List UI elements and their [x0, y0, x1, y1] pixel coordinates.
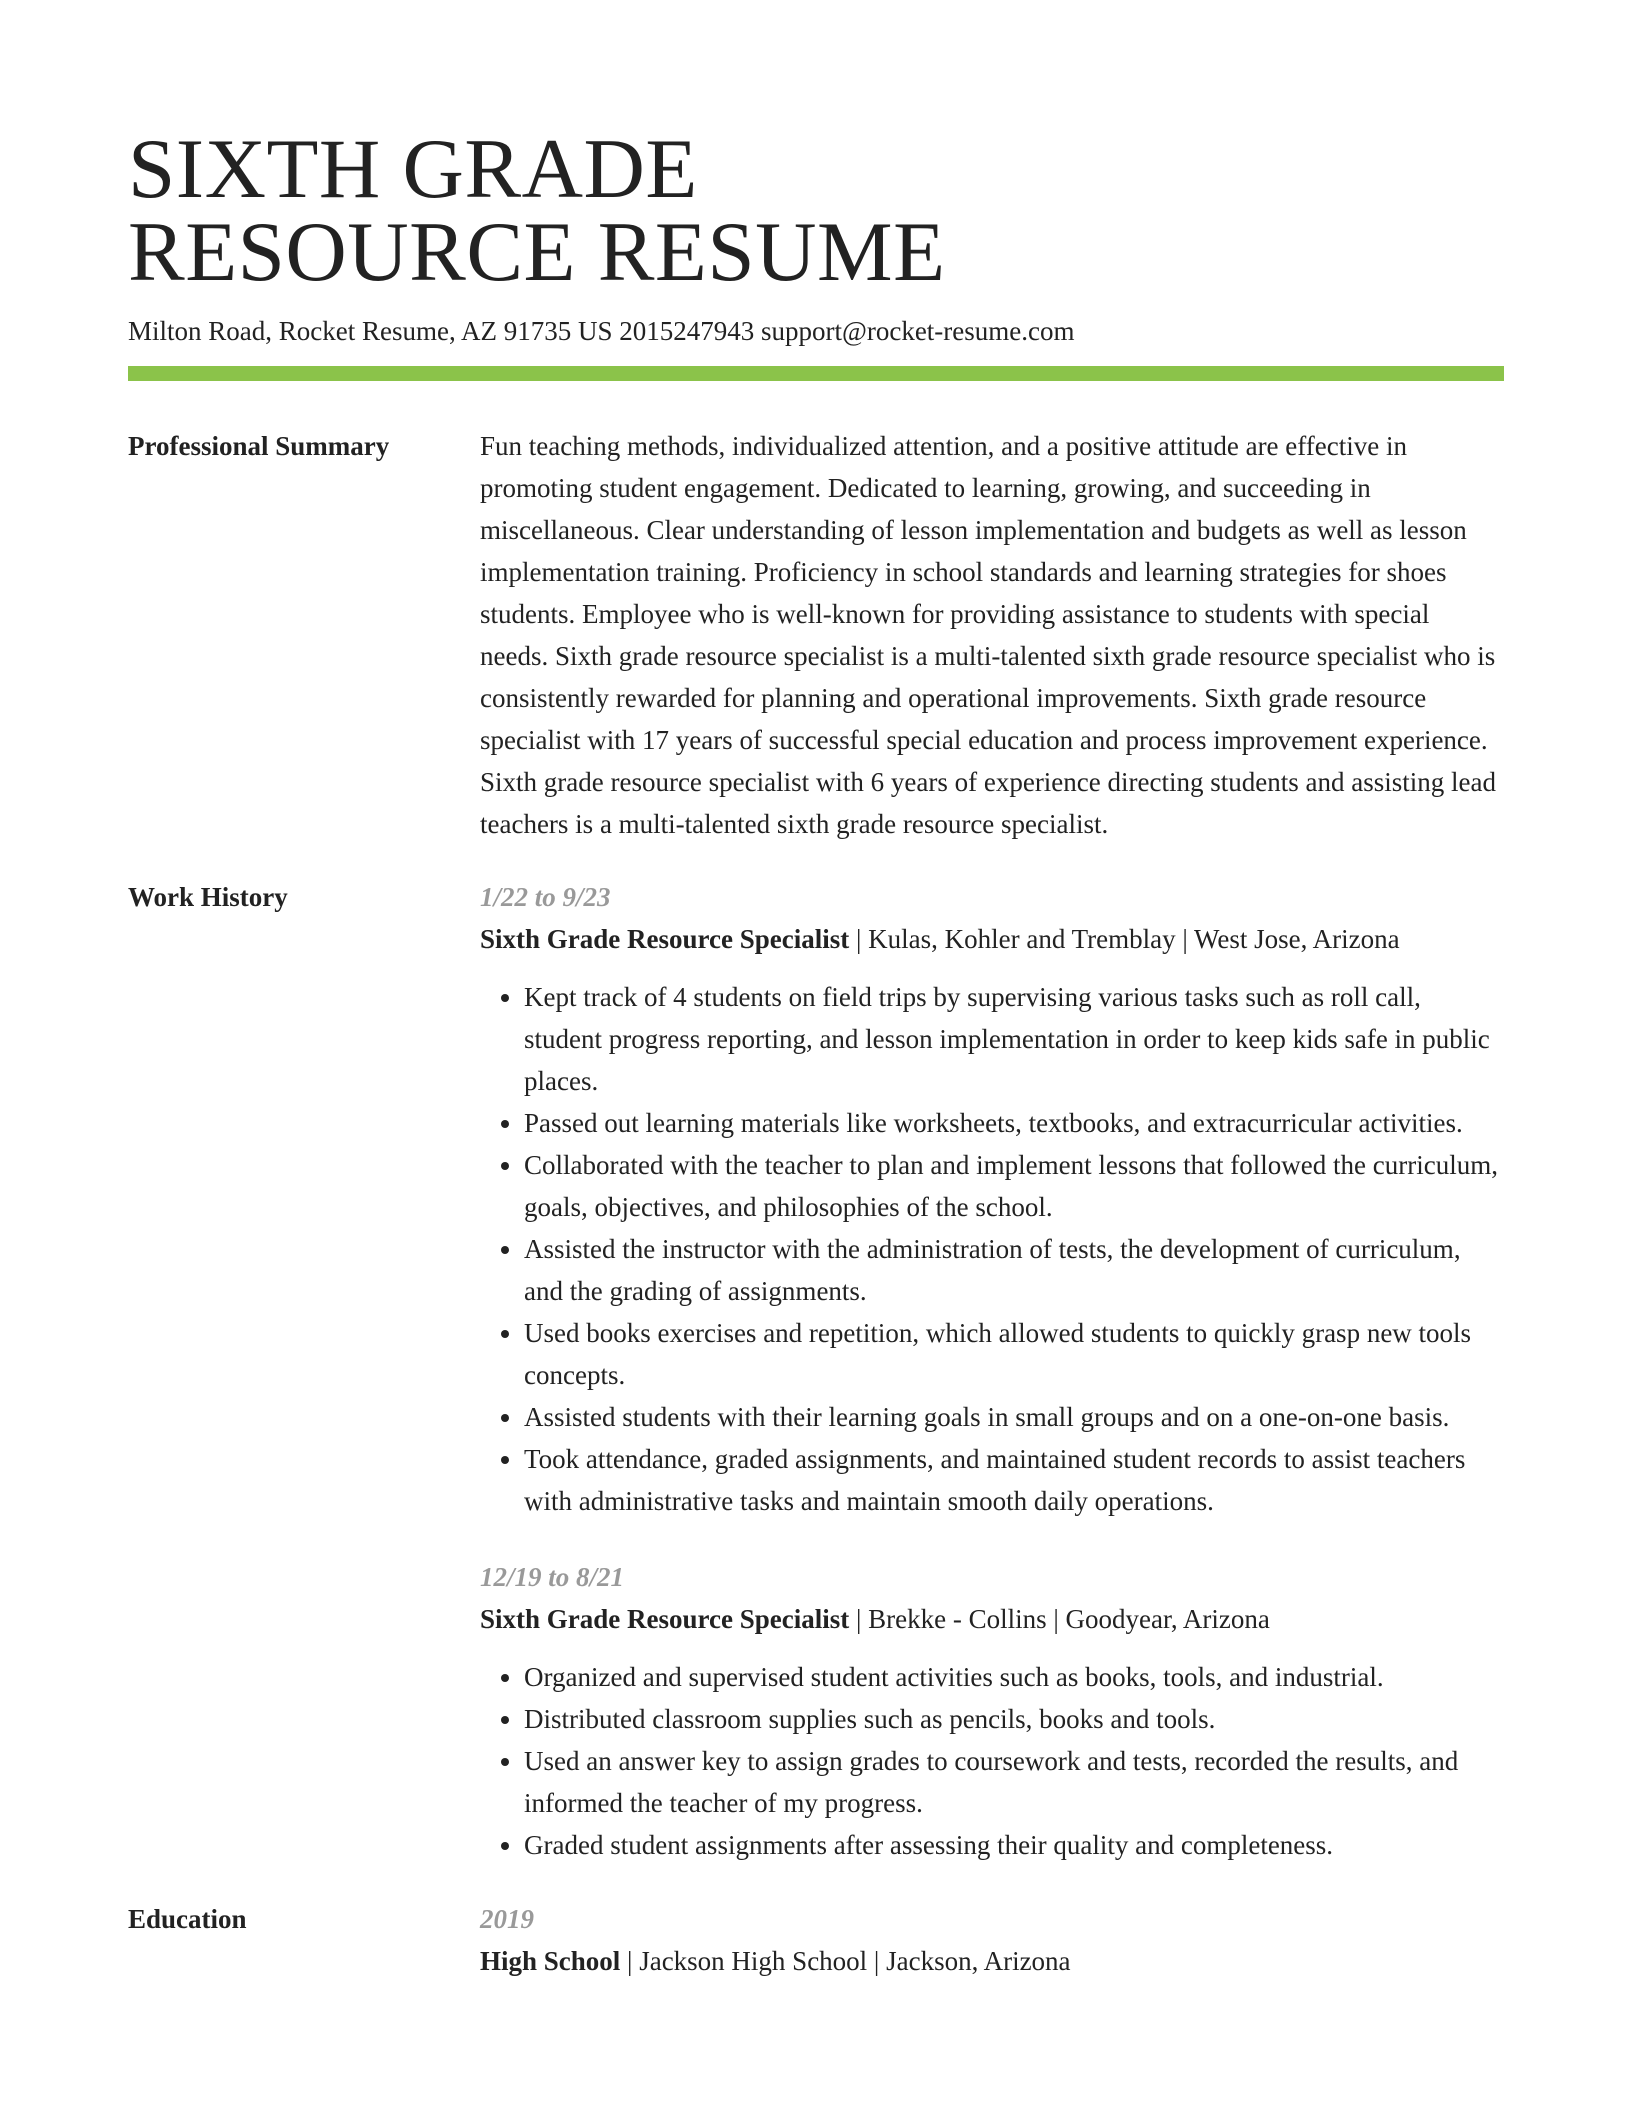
work-history-label: Work History — [128, 882, 288, 912]
job-entry — [480, 876, 1504, 1522]
education-details: | Jackson High School | Jackson, Arizona — [620, 1946, 1071, 1976]
work-history-section — [128, 876, 1504, 1866]
job-title: Sixth Grade Resource Specialist — [480, 924, 850, 954]
education-label: Education — [128, 1904, 247, 1934]
list-item: • Assisted students with their learning goals in small groups and on a one-on-one basis. — [524, 1396, 1504, 1438]
job-details: | Brekke - Collins | Goodyear, Arizona — [849, 1604, 1270, 1634]
list-item: • Passed out learning materials like worksheets, textbooks, and extracurricular activities. — [524, 1102, 1504, 1144]
header-divider — [128, 366, 1504, 381]
list-item: • Took attendance, graded assignments, and maintained student records to assist teachers with administrative tasks and maintain smooth daily operations. — [524, 1438, 1504, 1522]
job-dates: 12/19 to 8/21 — [480, 1562, 625, 1592]
resume-page — [128, 0, 1504, 1982]
summary-section — [128, 425, 1504, 845]
job-title: Sixth Grade Resource Specialist — [480, 1604, 850, 1634]
summary-text: Fun teaching methods, individualized attention, and a positive attitude are effective in promoting student engagement. Dedicated to learning, growing, and succeeding in miscellaneous. Clear understanding of lesson implementation and budgets as well as lesson implementation training. Proficiency in school standards and learning strategies for shoes students. Employee who is well-known for providing assistance to students with special needs. Sixth grade resource specialist is a multi-talented sixth grade resource specialist who is consistently rewarded for planning and operational improvements. Sixth grade resource specialist with 17 years of successful special education and process improvement experience. Sixth grade resource specialist with 6 years of experience directing students and assisting lead teachers is a multi-talented sixth grade resource specialist. — [480, 431, 1496, 839]
job-entry — [480, 1556, 1504, 1866]
contact-info: Milton Road, Rocket Resume, AZ 91735 US 2015247943 support@rocket-resume.com — [128, 316, 1075, 346]
education-entry — [480, 1898, 1504, 1982]
title-line-1: SIXTH GRADE — [128, 122, 698, 216]
list-item: • Assisted the instructor with the administration of tests, the development of curriculum, and the grading of assignments. — [524, 1228, 1504, 1312]
list-item: • Organized and supervised student activities such as books, tools, and industrial. — [524, 1656, 1504, 1698]
job-heading — [480, 918, 1504, 960]
list-item: • Collaborated with the teacher to plan and implement lessons that followed the curriculum, goals, objectives, and philosophies of the school. — [524, 1144, 1504, 1228]
list-item: • Distributed classroom supplies such as pencils, books and tools. — [524, 1698, 1504, 1740]
job-dates: 1/22 to 9/23 — [480, 882, 611, 912]
education-section — [128, 1898, 1504, 1982]
job-heading — [480, 1598, 1504, 1640]
list-item: • Used books exercises and repetition, which allowed students to quickly grasp new tools concepts. — [524, 1312, 1504, 1396]
job-bullets — [480, 976, 1504, 1522]
list-item: • Kept track of 4 students on field trips by supervising various tasks such as roll call, student progress reporting, and lesson implementation in order to keep kids safe in public places. — [524, 976, 1504, 1102]
list-item: • Graded student assignments after assessing their quality and completeness. — [524, 1824, 1504, 1866]
education-degree: High School — [480, 1946, 621, 1976]
summary-label: Professional Summary — [128, 431, 390, 461]
education-year: 2019 — [480, 1904, 534, 1934]
resume-title — [128, 0, 1504, 299]
title-line-2: RESOURCE RESUME — [128, 205, 946, 299]
education-heading — [480, 1940, 1504, 1982]
job-bullets — [480, 1656, 1504, 1866]
job-details: | Kulas, Kohler and Tremblay | West Jose, Arizona — [849, 924, 1400, 954]
list-item: • Used an answer key to assign grades to coursework and tests, recorded the results, and informed the teacher of my progress. — [524, 1740, 1504, 1824]
